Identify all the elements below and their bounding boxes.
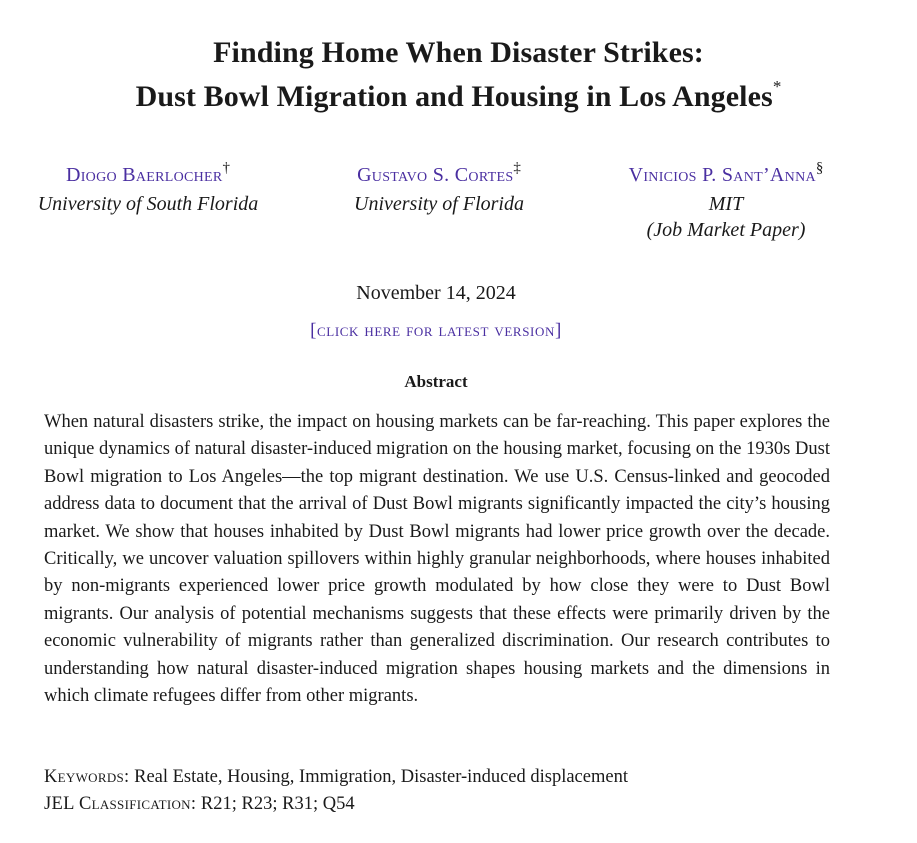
author-name-1[interactable]: Diogo Baerlocher — [65, 164, 223, 186]
abstract-text: When natural disasters strike, the impact on housing markets can be far-reaching. This paper explores the unique dynamics of natural disaster-induced migration on the housing market, focusing on the 1930s Dust Bowl migration to Los Angeles—the top migrant destination. We use U.S. Census-linked and geocoded address data to document that the arrival of Dust Bowl migrants significantly impacted the city’s housing market. We show that houses inhabited by Dust Bowl migrants had lower price growth over the decade. Critically, we uncover valuation spillovers within highly granular neighborhoods, where houses inhabited by non-migrants experienced lower price growth modulated by how close they were to Dust Bowl migrants. Our analysis of potential mechanisms suggests that these effects were primarily driven by the economic vulnerability of migrants rather than generalized discrimination. Our research contributes to understanding how natural disaster-induced migration shapes housing markets and the dimensions in which climate refugees differ from other migrants. — [44, 412, 830, 707]
author-note-3: (Job Market Paper) — [646, 219, 806, 241]
abstract-heading: Abstract — [404, 372, 468, 391]
author-footnote-mark-2[interactable]: ‡ — [513, 160, 521, 176]
author-block-2 — [334, 161, 544, 219]
author-affiliation-3: MIT — [708, 193, 744, 215]
author-footnote-mark-3[interactable]: § — [815, 160, 824, 176]
title-line-1: Finding Home When Disaster Strikes: — [213, 36, 704, 69]
author-block-1 — [18, 161, 278, 219]
title-footnote-mark[interactable]: * — [772, 77, 782, 96]
author-name-3[interactable]: Vinicios P. Sant’Anna — [628, 164, 816, 186]
author-name-2[interactable]: Gustavo S. Cortes — [357, 164, 514, 186]
author-affiliation-1: University of South Florida — [37, 193, 259, 215]
jel-line — [44, 791, 844, 818]
keywords-value: Real Estate, Housing, Immigration, Disaster-induced displacement — [134, 767, 628, 787]
jel-label: JEL Classification: — [44, 794, 197, 814]
author-affiliation-2: University of Florida — [354, 193, 524, 215]
author-footnote-mark-1[interactable]: † — [222, 160, 231, 176]
latest-version-link[interactable]: [click here for latest version] — [310, 320, 562, 341]
jel-value: R21; R23; R31; Q54 — [200, 794, 355, 814]
keywords-line — [44, 764, 844, 791]
title-line-2-text: Dust Bowl Migration and Housing in Los Angeles — [135, 80, 773, 113]
author-block-3 — [606, 161, 846, 242]
title-line-2 — [0, 75, 917, 119]
keywords-label: Keywords: — [44, 767, 130, 787]
paper-date: November 14, 2024 — [356, 282, 516, 304]
paper-title — [0, 31, 917, 119]
